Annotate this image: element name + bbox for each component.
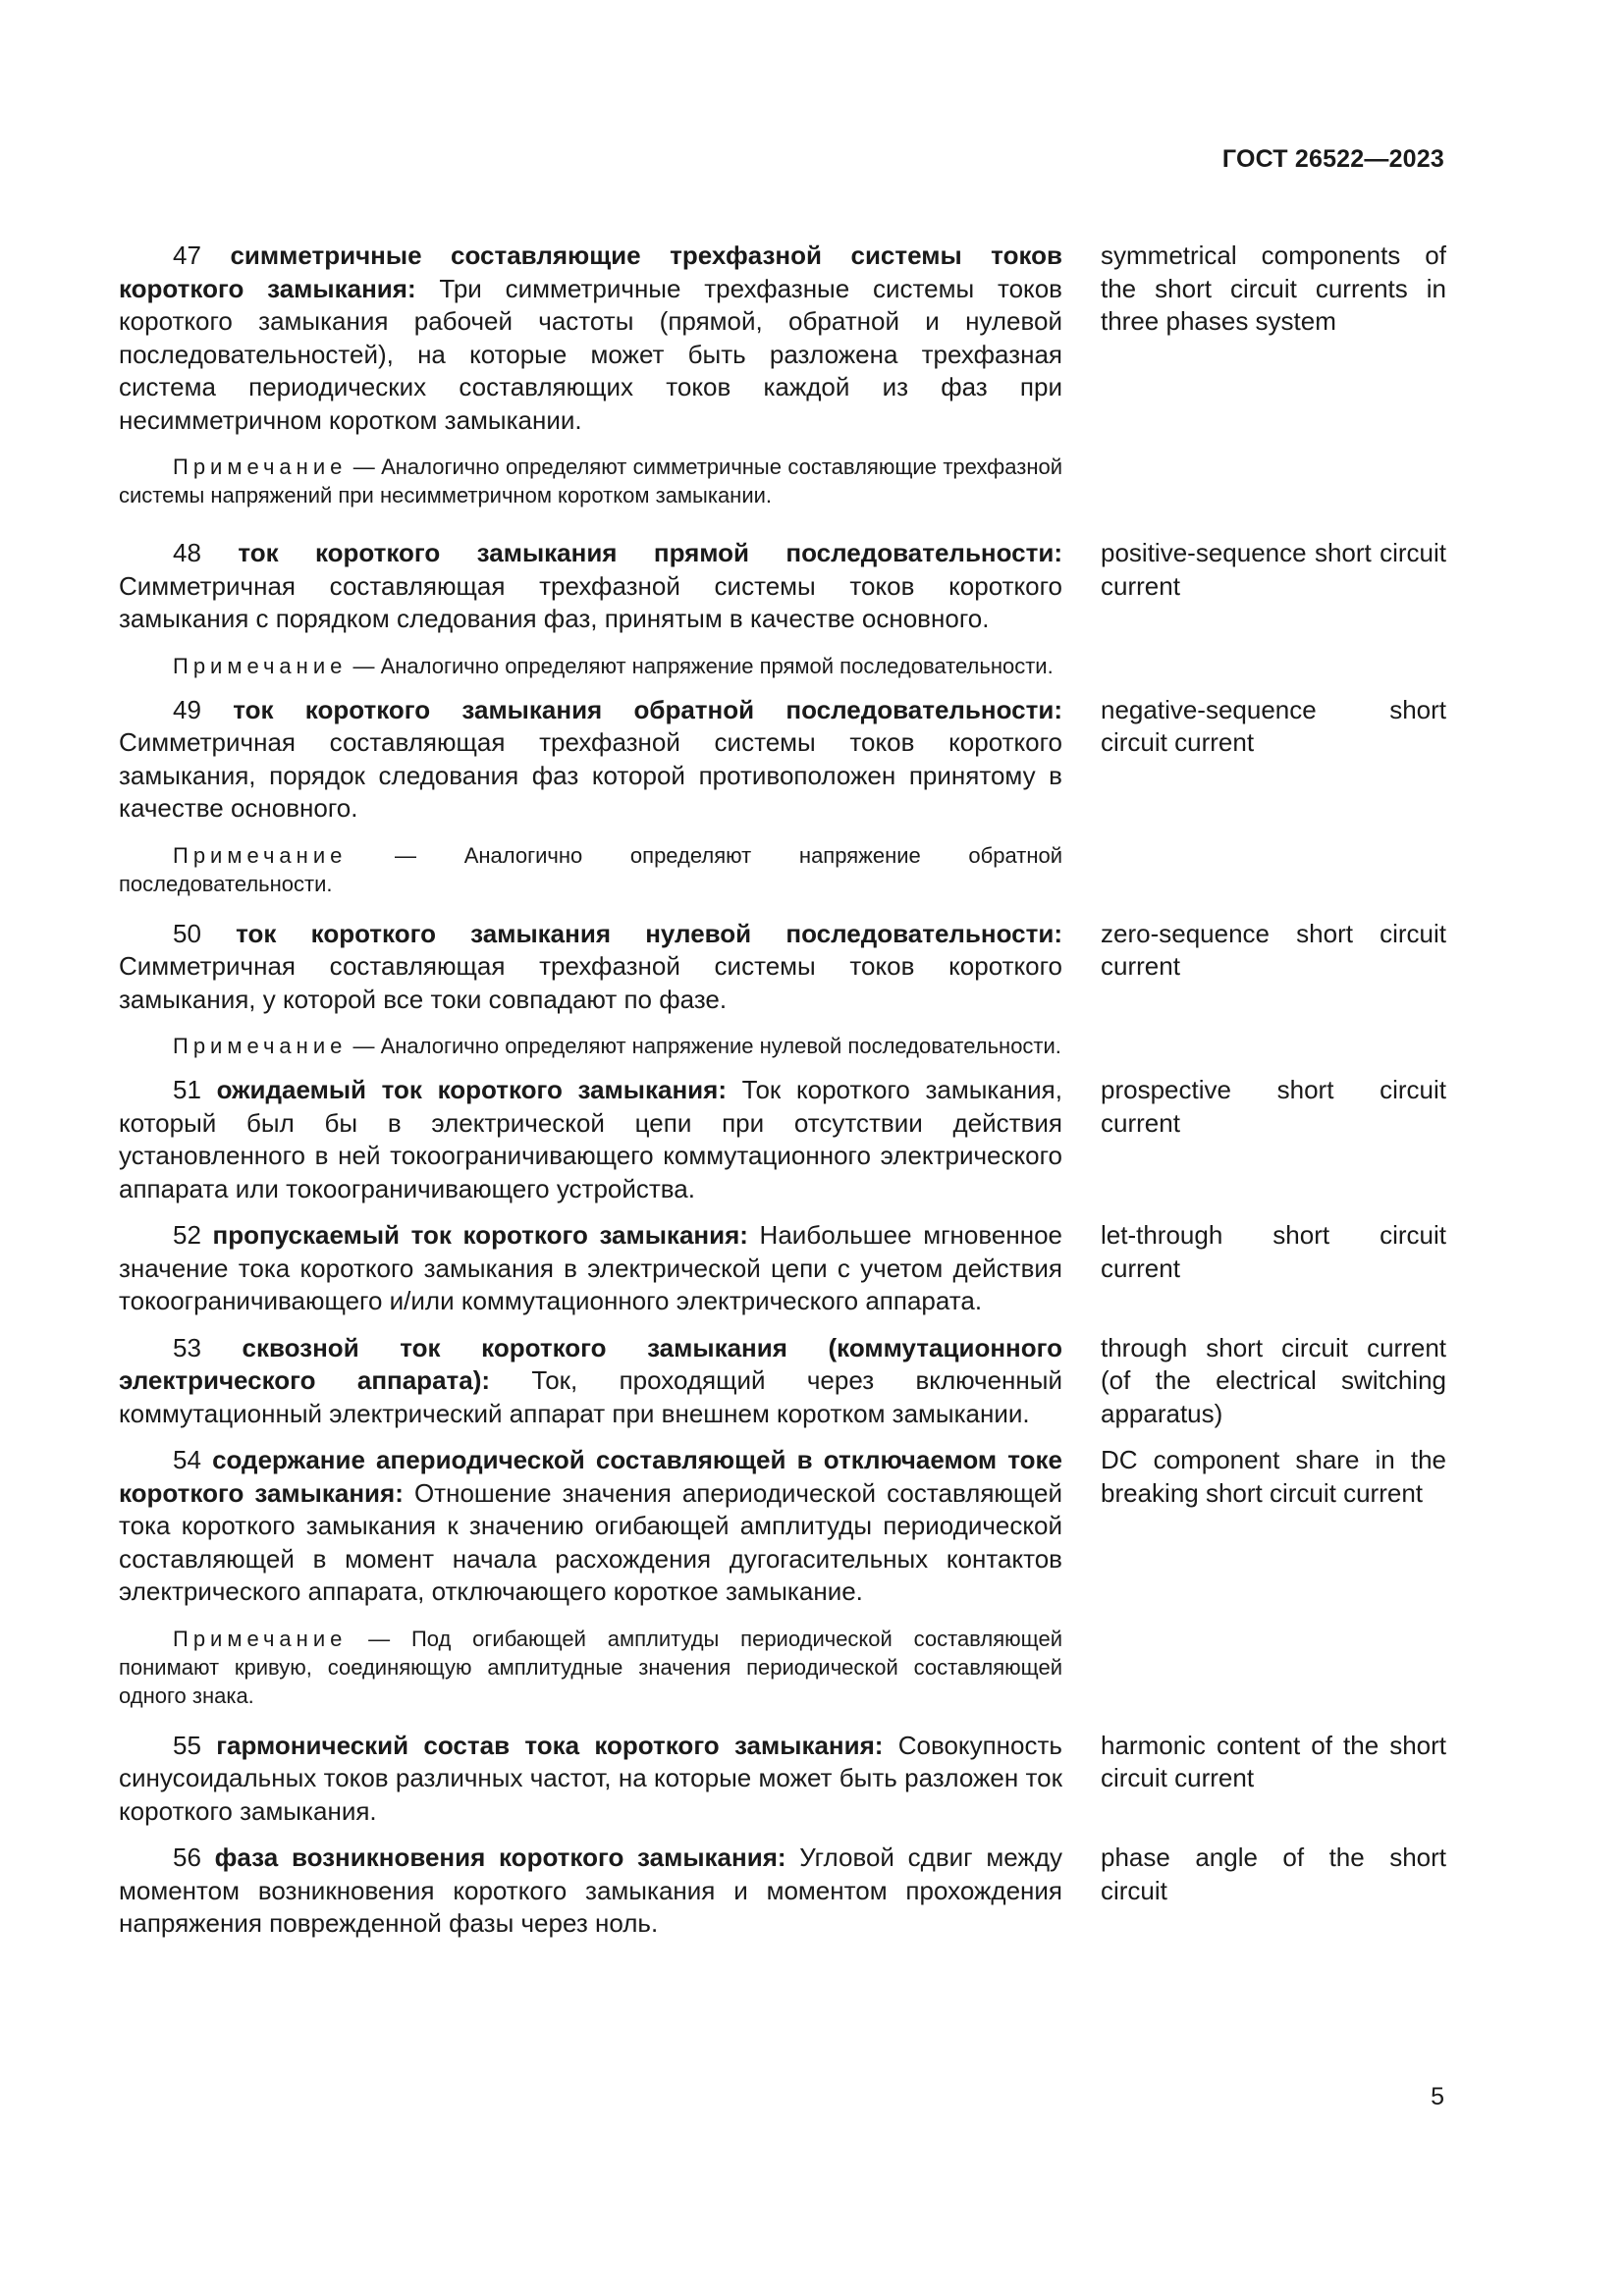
term-name: ток короткого замыкания прямой последовательности: — [238, 538, 1063, 567]
term-paragraph — [119, 694, 1062, 826]
term-entry-48 — [119, 537, 1446, 680]
note-text: — Аналогично определяют напряжение прямой последовательности. — [352, 653, 1054, 678]
term-number: 49 — [173, 694, 201, 724]
term-ru-55 — [119, 1730, 1062, 1829]
term-name: симметричные составляющие трехфазной системы токов короткого замыкания: — [119, 240, 1062, 303]
term-number: 51 — [173, 1075, 201, 1104]
term-note — [119, 1032, 1062, 1060]
term-paragraph — [119, 1074, 1062, 1205]
term-number: 54 — [173, 1445, 201, 1474]
note-label: Примечание — [173, 454, 348, 479]
term-paragraph — [119, 918, 1062, 1017]
term-definition: Наибольшее мгновенное значение тока короткого замыкания в электрической цепи с учетом действия токоограничивающего и/или коммутационного электрического аппарата. — [119, 1220, 1062, 1315]
term-ru-47 — [119, 240, 1062, 509]
note-label: Примечание — [173, 653, 348, 678]
term-note — [119, 652, 1062, 680]
term-ru-48 — [119, 537, 1062, 680]
term-entry-47 — [119, 240, 1446, 509]
term-paragraph — [119, 1730, 1062, 1829]
page-number: 5 — [1431, 2083, 1444, 2110]
term-en-48: positive-sequence short circuit current — [1101, 538, 1446, 601]
term-paragraph — [119, 1842, 1062, 1941]
term-ru-51 — [119, 1074, 1062, 1205]
term-number: 48 — [173, 538, 201, 567]
term-paragraph — [119, 1219, 1062, 1318]
note-text: — Под огибающей амплитуды периодической составляющей понимают кривую, соединяющую амплитудные значения периодической составляющей одного знака. — [119, 1626, 1062, 1708]
term-en-55: harmonic content of the short circuit current — [1101, 1730, 1446, 1792]
term-paragraph — [119, 537, 1062, 636]
term-en-51: prospective short circuit current — [1101, 1075, 1446, 1138]
term-definition: Ток короткого замыкания, который был бы в электрической цепи при отсутствии действия установленного в ней токоограничивающего коммутационного электрического аппарата или токоограничивающего устройства. — [119, 1075, 1062, 1203]
term-number: 47 — [173, 240, 201, 270]
term-ru-52 — [119, 1219, 1062, 1318]
note-text: — Аналогично определяют симметричные составляющие трехфазной системы напряжений при несимметричном коротком замыкании. — [119, 454, 1062, 507]
term-paragraph — [119, 240, 1062, 437]
term-note — [119, 1625, 1062, 1710]
term-ru-50 — [119, 918, 1062, 1061]
term-entry-52 — [119, 1219, 1446, 1318]
term-entry-50 — [119, 918, 1446, 1061]
term-en-54: DC component share in the breaking short circuit current — [1101, 1445, 1446, 1508]
term-number: 53 — [173, 1332, 201, 1362]
term-ru-53 — [119, 1332, 1062, 1431]
term-definition: Ток, проходящий через включенный коммутационный электрический аппарат при внешнем коротком замыкании. — [119, 1365, 1062, 1428]
term-name: гармонический состав тока короткого замыкания: — [216, 1730, 884, 1760]
term-entry-55 — [119, 1730, 1446, 1829]
term-ru-56 — [119, 1842, 1062, 1941]
term-definition: Совокупность синусоидальных токов различных частот, на которые может быть разложен ток короткого замыкания. — [119, 1730, 1062, 1826]
term-paragraph — [119, 1444, 1062, 1609]
terms-list — [119, 240, 1446, 1941]
term-en-47: symmetrical components of the short circuit currents in three phases system — [1101, 240, 1446, 336]
term-en-49: negative-sequence short circuit current — [1101, 694, 1446, 757]
term-ru-49 — [119, 694, 1062, 898]
note-label: Примечание — [173, 1034, 348, 1058]
term-name: пропускаемый ток короткого замыкания: — [212, 1220, 748, 1250]
term-name: ток короткого замыкания нулевой последовательности: — [236, 918, 1062, 948]
term-name: ток короткого замыкания обратной последовательности: — [233, 694, 1062, 724]
term-entry-56 — [119, 1842, 1446, 1941]
term-definition: Симметричная составляющая трехфазной системы токов короткого замыкания, у которой все токи совпадают по фазе. — [119, 951, 1062, 1014]
note-text: — Аналогично определяют напряжение обратной последовательности. — [119, 842, 1062, 896]
term-number: 50 — [173, 918, 201, 948]
document-id: ГОСТ 26522—2023 — [1221, 145, 1444, 173]
term-note — [119, 453, 1062, 509]
term-paragraph — [119, 1332, 1062, 1431]
term-definition: Симметричная составляющая трехфазной системы токов короткого замыкания с порядком следования фаз, принятым в качестве основного. — [119, 570, 1062, 633]
term-entry-53 — [119, 1332, 1446, 1431]
term-number: 56 — [173, 1842, 201, 1872]
term-definition: Симметричная составляющая трехфазной системы токов короткого замыкания, порядок следования фаз которой противоположен принятому в качестве основного. — [119, 727, 1062, 823]
note-label: Примечание — [173, 1626, 348, 1651]
term-ru-54 — [119, 1444, 1062, 1710]
term-name: ожидаемый ток короткого замыкания: — [216, 1075, 727, 1104]
term-en-56: phase angle of the short circuit — [1101, 1842, 1446, 1905]
term-name: фаза возникновения короткого замыкания: — [214, 1842, 786, 1872]
term-en-52: let-through short circuit current — [1101, 1220, 1446, 1283]
term-definition: Угловой сдвиг между моментом возникновения короткого замыкания и моментом прохождения напряжения поврежденной фазы через ноль. — [119, 1842, 1062, 1938]
term-definition: Отношение значения апериодической составляющей тока короткого замыкания к значению огибающей амплитуды периодической составляющей в момент начала расхождения дугогасительных контактов электрического аппарата, отключающего короткое замыкание. — [119, 1477, 1063, 1606]
term-en-53: through short circuit current (of the electrical switching apparatus) — [1101, 1332, 1446, 1428]
note-label: Примечание — [173, 842, 348, 868]
term-entry-49 — [119, 694, 1446, 898]
term-name: сквозной ток короткого замыкания (коммутационного электрического аппарата): — [119, 1332, 1062, 1395]
term-en-50: zero-sequence short circuit current — [1101, 918, 1446, 981]
term-number: 52 — [173, 1220, 201, 1250]
term-note — [119, 841, 1062, 898]
term-definition: Три симметричные трехфазные системы токов короткого замыкания рабочей частоты (прямой, обратной и нулевой последовательностей), на которые может быть разложена трехфазная система периодических составляющих токов каждой из фаз при несимметричном коротком замыкании. — [119, 273, 1062, 435]
term-entry-54 — [119, 1444, 1446, 1710]
note-text: — Аналогично определяют напряжение нулевой последовательности. — [352, 1034, 1061, 1058]
term-entry-51 — [119, 1074, 1446, 1205]
term-number: 55 — [173, 1730, 201, 1760]
term-name: содержание апериодической составляющей в отключаемом токе короткого замыкания: — [119, 1445, 1062, 1508]
